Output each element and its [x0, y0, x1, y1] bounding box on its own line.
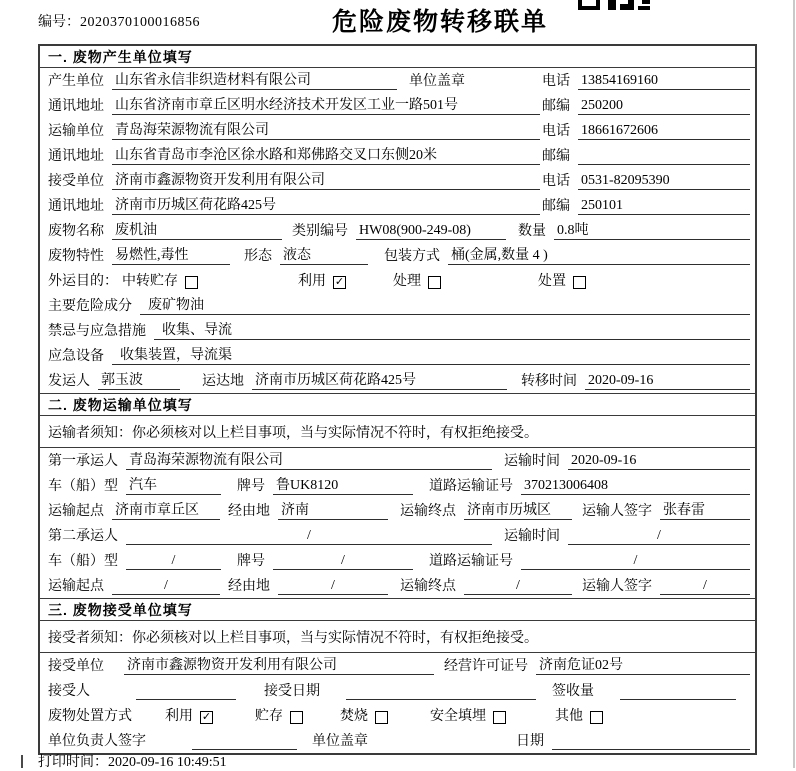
transporter-address-label: 通讯地址	[48, 149, 104, 164]
carrier1-time-value: 2020-09-16	[568, 452, 750, 470]
accept-permit-value: 济南危证02号	[536, 657, 750, 675]
row-carrier1	[40, 448, 755, 473]
waste-code-value: HW08(900-249-08)	[356, 222, 506, 240]
transporter-label: 运输单位	[48, 124, 104, 139]
measures-label: 禁忌与应急措施	[48, 324, 146, 339]
disposal-option-store	[255, 705, 303, 725]
purpose-option-use	[298, 270, 346, 290]
waste-pack-label: 包装方式	[384, 249, 440, 264]
route1-via-value: 济南	[278, 502, 388, 520]
purpose-option-treat-label: 处理	[393, 274, 421, 289]
vehicle2-plate-value: /	[273, 552, 413, 570]
vehicle1-permit-value: 370213006408	[521, 477, 750, 495]
row-producer-address	[40, 93, 755, 118]
route2-end-label: 运输终点	[400, 579, 456, 594]
waste-form-label: 形态	[244, 249, 272, 264]
section1-header: 一. 废物产生单位填写	[40, 46, 755, 68]
disposal-option-other	[555, 705, 603, 725]
purpose-label: 外运目的：	[48, 274, 118, 289]
vehicle1-plate-value: 鲁UK8120	[273, 477, 413, 495]
route1-sign-value: 张春雷	[660, 502, 750, 520]
row-receiver	[40, 168, 755, 193]
carrier1-label: 第一承运人	[48, 454, 118, 469]
row-vehicle2	[40, 548, 755, 573]
accept-permit-label: 经营许可证号	[444, 659, 528, 674]
route2-end-value: /	[464, 577, 572, 595]
route1-start-label: 运输起点	[48, 504, 104, 519]
waste-qty-value: 0.8吨	[554, 222, 750, 240]
transporter-phone-value: 18661672606	[578, 122, 750, 140]
serial-number	[38, 11, 200, 31]
waste-pack-value: 桶(金属,数量 4 )	[448, 247, 750, 265]
accept-qty-label: 签收量	[552, 684, 594, 699]
receiver-zip-label: 邮编	[542, 199, 570, 214]
hazard-value: 废矿物油	[140, 297, 750, 315]
waste-name-label: 废物名称	[48, 224, 104, 239]
transporter-address-value: 山东省青岛市李沧区徐水路和郑佛路交叉口东侧20米	[112, 147, 540, 165]
shipper-dest-value: 济南市历城区荷花路425号	[252, 372, 507, 390]
disposal-option-use-label: 利用	[165, 709, 193, 724]
serial-label: 编号：	[38, 15, 80, 30]
purpose-use-checkbox: ✓	[334, 275, 345, 288]
row-route2	[40, 573, 755, 598]
producer-phone-label: 电话	[542, 74, 570, 89]
window-edge-divider	[793, 0, 795, 768]
unit-sign-label: 单位负责人签字	[48, 734, 146, 749]
equipment-value: 收集装置，导流渠	[112, 347, 750, 365]
route1-start-value: 济南市章丘区	[112, 502, 220, 520]
purpose-treat-checkbox	[428, 276, 441, 289]
row-equipment	[40, 343, 755, 368]
unit-sign-value	[192, 749, 297, 750]
print-time-label: 打印时间：	[38, 755, 108, 770]
waste-form-value: 液态	[280, 247, 368, 265]
purpose-option-dispose-label: 处置	[538, 274, 566, 289]
carrier2-value: /	[126, 527, 492, 545]
route2-start-value: /	[112, 577, 220, 595]
row-carrier2	[40, 523, 755, 548]
producer-phone-value: 13854169160	[578, 72, 750, 90]
purpose-option-dispose	[538, 270, 586, 290]
section2-header: 二. 废物运输单位填写	[40, 393, 755, 416]
shipper-time-value: 2020-09-16	[585, 372, 750, 390]
vehicle2-label: 车（船）型	[48, 554, 118, 569]
row-accept-unit	[40, 653, 755, 678]
section3-note: 接受者须知：你必须核对以上栏目事项，当与实际情况不符时，有权拒绝接受。	[40, 621, 755, 653]
row-acceptor	[40, 678, 755, 703]
unit-seal-label: 单位盖章	[312, 734, 368, 749]
row-vehicle1	[40, 473, 755, 498]
section2-note: 运输者须知：你必须核对以上栏目事项，当与实际情况不符时，有权拒绝接受。	[40, 416, 755, 448]
carrier2-label: 第二承运人	[48, 529, 118, 544]
row-waste-name	[40, 218, 755, 243]
producer-zip-value: 250200	[578, 97, 750, 115]
transporter-value: 青岛海荣源物流有限公司	[112, 122, 540, 140]
disposal-option-burn-label: 焚烧	[340, 709, 368, 724]
purpose-option-treat	[393, 270, 441, 290]
waste-name-value: 废机油	[112, 222, 282, 240]
producer-value: 山东省永信非织造材料有限公司	[112, 72, 397, 90]
route2-sign-value: /	[660, 577, 750, 595]
row-producer	[40, 68, 755, 93]
disposal-option-use	[165, 705, 213, 725]
producer-address-label: 通讯地址	[48, 99, 104, 114]
receiver-address-value: 济南市历城区荷花路425号	[112, 197, 540, 215]
route2-start-label: 运输起点	[48, 579, 104, 594]
row-measures	[40, 318, 755, 343]
row-unit-signature	[40, 728, 755, 753]
route1-end-value: 济南市历城区	[464, 502, 572, 520]
receiver-value: 济南市鑫源物资开发利用有限公司	[112, 172, 540, 190]
vehicle1-permit-label: 道路运输证号	[429, 479, 513, 494]
disposal-burn-checkbox	[375, 711, 388, 724]
serial-value: 2020370100016856	[80, 15, 200, 30]
unit-date-value	[552, 749, 750, 750]
purpose-dispose-checkbox	[573, 276, 586, 289]
vehicle2-plate-label: 牌号	[237, 554, 265, 569]
row-route1	[40, 498, 755, 523]
disposal-option-landfill	[430, 705, 506, 725]
receiver-phone-label: 电话	[542, 174, 570, 189]
waste-traits-value: 易燃性,毒性	[112, 247, 230, 265]
print-time-value: 2020-09-16 10:49:51	[108, 755, 227, 770]
route1-end-label: 运输终点	[400, 504, 456, 519]
accept-date-label: 接受日期	[264, 684, 320, 699]
disposal-use-checkbox: ✓	[201, 710, 212, 723]
vehicle1-plate-label: 牌号	[237, 479, 265, 494]
shipper-label: 发运人	[48, 374, 90, 389]
vehicle2-value: /	[126, 552, 221, 570]
waste-code-label: 类别编号	[292, 224, 348, 239]
manifest-form	[38, 44, 757, 755]
row-waste-traits	[40, 243, 755, 268]
carrier1-time-label: 运输时间	[504, 454, 560, 469]
row-receiver-address	[40, 193, 755, 218]
transporter-phone-label: 电话	[542, 124, 570, 139]
measures-value: 收集、导流	[154, 322, 750, 340]
row-disposal	[40, 703, 755, 728]
row-transporter-address	[40, 143, 755, 168]
receiver-phone-value: 0531-82095390	[578, 172, 750, 190]
disposal-landfill-checkbox	[493, 711, 506, 724]
disposal-other-checkbox	[590, 711, 603, 724]
section3-header: 三. 废物接受单位填写	[40, 598, 755, 621]
shipper-time-label: 转移时间	[521, 374, 577, 389]
row-hazard	[40, 293, 755, 318]
disposal-store-checkbox	[290, 711, 303, 724]
shipper-dest-label: 运达地	[202, 374, 244, 389]
waste-traits-label: 废物特性	[48, 249, 104, 264]
acceptor-label: 接受人	[48, 684, 90, 699]
producer-seal-label: 单位盖章	[409, 74, 465, 89]
accept-unit-label: 接受单位	[48, 659, 104, 674]
accept-unit-value: 济南市鑫源物资开发利用有限公司	[124, 657, 434, 675]
producer-address-value: 山东省济南市章丘区明水经济技术开发区工业一路501号	[112, 97, 540, 115]
qr-code-icon	[578, 0, 650, 10]
next-page-border-fragment	[21, 755, 23, 768]
route1-via-label: 经由地	[228, 504, 270, 519]
transporter-zip-value	[578, 164, 750, 165]
purpose-option-use-label: 利用	[298, 274, 326, 289]
receiver-address-label: 通讯地址	[48, 199, 104, 214]
row-purpose	[40, 268, 755, 293]
vehicle2-permit-value: /	[521, 552, 750, 570]
route2-via-value: /	[278, 577, 388, 595]
producer-zip-label: 邮编	[542, 99, 570, 114]
route2-via-label: 经由地	[228, 579, 270, 594]
producer-label: 产生单位	[48, 74, 104, 89]
acceptor-value	[136, 699, 236, 700]
purpose-option-transfer	[122, 270, 198, 290]
disposal-option-other-label: 其他	[555, 709, 583, 724]
purpose-option-transfer-label: 中转贮存	[122, 274, 178, 289]
waste-qty-label: 数量	[518, 224, 546, 239]
route1-sign-label: 运输人签字	[582, 504, 652, 519]
carrier2-time-label: 运输时间	[504, 529, 560, 544]
carrier1-value: 青岛海荣源物流有限公司	[126, 452, 492, 470]
vehicle1-label: 车（船）型	[48, 479, 118, 494]
vehicle2-permit-label: 道路运输证号	[429, 554, 513, 569]
disposal-option-store-label: 贮存	[255, 709, 283, 724]
receiver-label: 接受单位	[48, 174, 104, 189]
row-transporter	[40, 118, 755, 143]
row-shipper	[40, 368, 755, 393]
accept-qty-value	[620, 699, 736, 700]
equipment-label: 应急设备	[48, 349, 104, 364]
purpose-transfer-checkbox	[185, 276, 198, 289]
transporter-zip-label: 邮编	[542, 149, 570, 164]
vehicle1-value: 汽车	[126, 477, 221, 495]
receiver-zip-value: 250101	[578, 197, 750, 215]
disposal-label: 废物处置方式	[48, 709, 132, 724]
carrier2-time-value: /	[568, 527, 750, 545]
route2-sign-label: 运输人签字	[582, 579, 652, 594]
unit-date-label: 日期	[516, 734, 544, 749]
accept-date-value	[346, 699, 536, 700]
disposal-option-landfill-label: 安全填埋	[430, 709, 486, 724]
hazard-label: 主要危险成分	[48, 299, 132, 314]
page-title: 危险废物转移联单	[331, 8, 549, 36]
shipper-value: 郭玉波	[98, 372, 180, 390]
print-time	[38, 751, 227, 771]
disposal-option-burn	[340, 705, 388, 725]
